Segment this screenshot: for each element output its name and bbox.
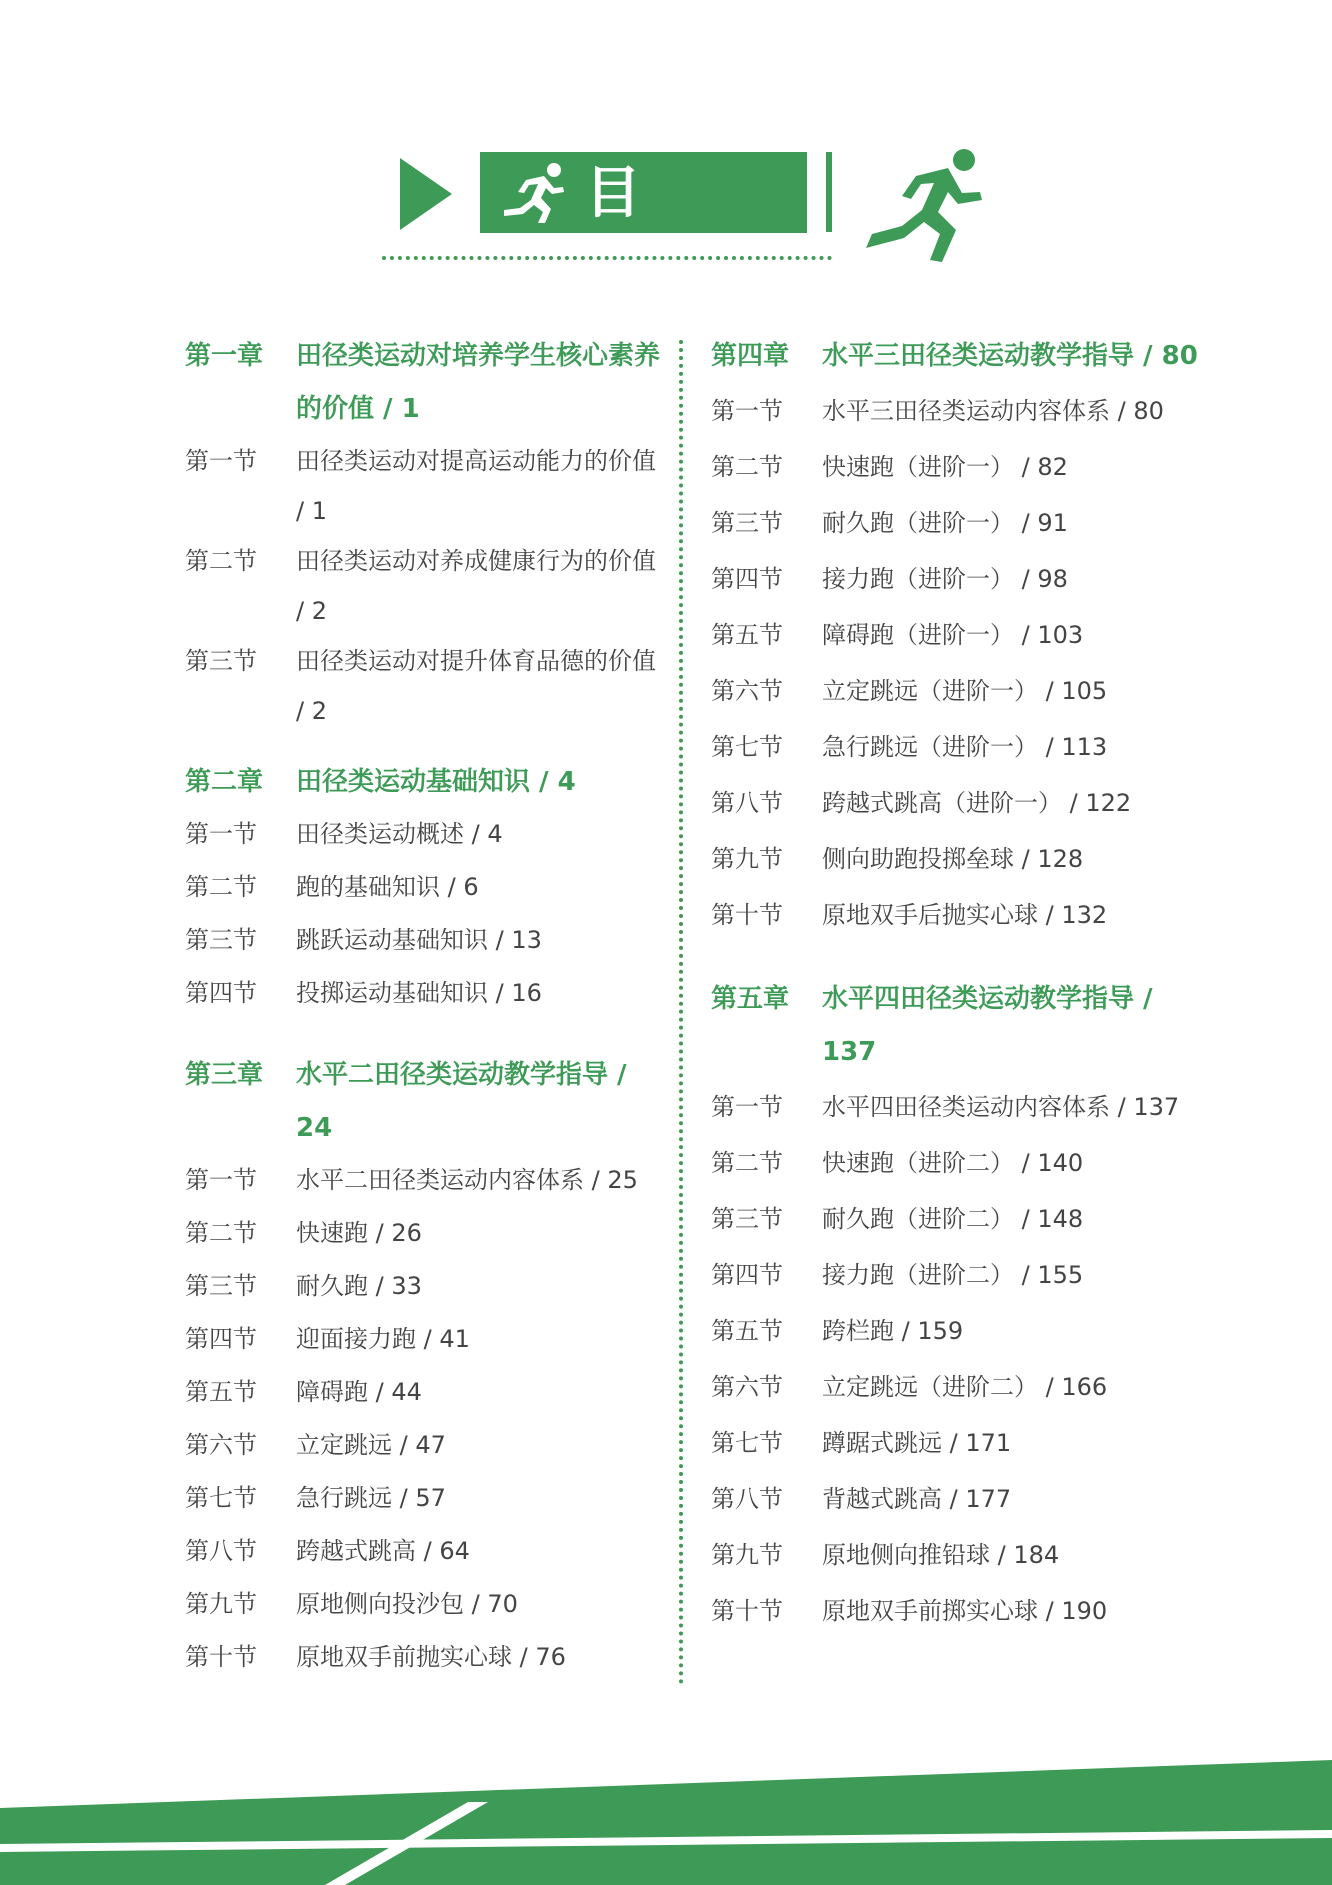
section-label: 第三节 (711, 509, 783, 537)
section-label: 第五节 (711, 1317, 783, 1345)
toc-entry[interactable] (185, 1314, 665, 1364)
section-label: 第一节 (185, 1166, 257, 1194)
section-title: 接力跑（进阶一） / 98 (822, 565, 1068, 593)
section-title: 耐久跑（进阶一） / 91 (822, 509, 1068, 537)
section-title: 水平二田径类运动内容体系 / 25 (296, 1166, 638, 1194)
section-title: 急行跳远（进阶一） / 113 (822, 733, 1108, 761)
section-label: 第四节 (185, 979, 257, 1007)
toc-entry[interactable] (185, 968, 665, 1018)
toc-entry[interactable] (185, 636, 665, 736)
section-title: 田径类运动概述 / 4 (296, 820, 503, 848)
section-title: 耐久跑（进阶二） / 148 (822, 1205, 1084, 1233)
section-title: 田径类运动对提升体育品德的价值 / 2 (296, 647, 656, 725)
toc-entry[interactable] (711, 1247, 1211, 1303)
toc-entry[interactable] (185, 536, 665, 636)
toc-entry[interactable] (185, 1208, 665, 1258)
chapter-title: 水平二田径类运动教学指导 / 24 (296, 1060, 627, 1143)
play-icon (400, 158, 452, 230)
section-label: 第三节 (185, 926, 257, 954)
toc-entry[interactable] (711, 1359, 1211, 1415)
toc-entry[interactable] (185, 1632, 665, 1682)
section-title: 耐久跑 / 33 (296, 1272, 422, 1300)
section-title: 立定跳远 / 47 (296, 1431, 446, 1459)
toc-entry[interactable] (185, 1420, 665, 1470)
section-title: 原地双手后抛实心球 / 132 (822, 901, 1108, 929)
section-label: 第八节 (711, 789, 783, 817)
section-label: 第四节 (185, 1325, 257, 1353)
toc-entry[interactable] (711, 887, 1211, 943)
section-title: 投掷运动基础知识 / 16 (296, 979, 542, 1007)
section-title: 背越式跳高 / 177 (822, 1485, 1012, 1513)
section-label: 第一节 (185, 447, 257, 475)
section-title: 跳跃运动基础知识 / 13 (296, 926, 542, 954)
spacer (185, 736, 665, 756)
section-label: 第一节 (711, 1093, 783, 1121)
toc-entry[interactable] (711, 775, 1211, 831)
toc-entry[interactable] (711, 1527, 1211, 1583)
toc-entry[interactable] (711, 495, 1211, 551)
chapter-heading[interactable] (185, 330, 665, 436)
toc-entry[interactable] (711, 1303, 1211, 1359)
toc-entry[interactable] (185, 1473, 665, 1523)
toc-entry[interactable] (711, 551, 1211, 607)
chapter-label: 第一章 (185, 341, 264, 371)
section-title: 跑的基础知识 / 6 (296, 873, 479, 901)
section-label: 第七节 (711, 733, 783, 761)
title-banner (480, 152, 807, 296)
toc-entry[interactable] (185, 862, 665, 912)
runner-icon (858, 148, 986, 270)
section-label: 第三节 (185, 647, 257, 675)
toc-entry[interactable] (185, 1155, 665, 1205)
section-label: 第二节 (711, 1149, 783, 1177)
section-title: 水平四田径类运动内容体系 / 137 (822, 1093, 1180, 1121)
section-label: 第五节 (185, 1378, 257, 1406)
section-title: 跨越式跳高 / 64 (296, 1537, 470, 1565)
chapter-title: 水平四田径类运动教学指导 / 137 (822, 984, 1153, 1067)
toc-entry[interactable] (711, 607, 1211, 663)
toc-right-column (711, 330, 1211, 1639)
section-label: 第三节 (185, 1272, 257, 1300)
section-title: 水平三田径类运动内容体系 / 80 (822, 397, 1164, 425)
toc-entry[interactable] (711, 1079, 1211, 1135)
chapter-heading[interactable] (711, 330, 1211, 383)
page-title: 目 录 (585, 160, 685, 296)
section-title: 原地侧向投沙包 / 70 (296, 1590, 518, 1618)
section-label: 第八节 (711, 1485, 783, 1513)
toc-entry[interactable] (711, 1471, 1211, 1527)
chapter-title: 田径类运动对培养学生核心素养的价值 / 1 (296, 341, 661, 424)
section-title: 侧向助跑投掷垒球 / 128 (822, 845, 1084, 873)
spacer (711, 943, 1211, 973)
chapter-label: 第二章 (185, 767, 264, 797)
section-label: 第四节 (711, 1261, 783, 1289)
section-title: 障碍跑 / 44 (296, 1378, 422, 1406)
toc-entry[interactable] (711, 439, 1211, 495)
section-title: 田径类运动对养成健康行为的价值 / 2 (296, 547, 656, 625)
toc-entry[interactable] (185, 436, 665, 536)
section-label: 第八节 (185, 1537, 257, 1565)
section-label: 第六节 (711, 677, 783, 705)
toc-entry[interactable] (711, 1191, 1211, 1247)
chapter-heading[interactable] (185, 1049, 665, 1155)
toc-entry[interactable] (711, 831, 1211, 887)
toc-entry[interactable] (185, 1261, 665, 1311)
section-label: 第一节 (185, 820, 257, 848)
toc-entry[interactable] (185, 1367, 665, 1417)
section-label: 第二节 (711, 453, 783, 481)
section-title: 急行跳远 / 57 (296, 1484, 446, 1512)
runner-icon (498, 162, 568, 224)
chapter-heading[interactable] (711, 973, 1211, 1079)
section-title: 原地双手前抛实心球 / 76 (296, 1643, 566, 1671)
section-title: 跨栏跑 / 159 (822, 1317, 964, 1345)
section-title: 迎面接力跑 / 41 (296, 1325, 470, 1353)
chapter-label: 第三章 (185, 1060, 264, 1090)
section-label: 第九节 (185, 1590, 257, 1618)
title-underline (382, 256, 832, 260)
chapter-label: 第五章 (711, 984, 790, 1014)
section-label: 第二节 (185, 873, 257, 901)
title-divider (826, 152, 832, 232)
section-title: 跨越式跳高（进阶一） / 122 (822, 789, 1132, 817)
section-title: 原地侧向推铅球 / 184 (822, 1541, 1060, 1569)
section-label: 第九节 (711, 1541, 783, 1569)
section-label: 第三节 (711, 1205, 783, 1233)
chapter-heading[interactable] (185, 756, 665, 809)
section-label: 第五节 (711, 621, 783, 649)
section-title: 快速跑（进阶一） / 82 (822, 453, 1068, 481)
section-label: 第六节 (185, 1431, 257, 1459)
toc-entry[interactable] (711, 1415, 1211, 1471)
toc-entry[interactable] (711, 1135, 1211, 1191)
section-title: 快速跑（进阶二） / 140 (822, 1149, 1084, 1177)
toc-header (0, 0, 1332, 296)
toc-entry[interactable] (185, 915, 665, 965)
section-label: 第六节 (711, 1373, 783, 1401)
section-label: 第十节 (185, 1643, 257, 1671)
section-title: 蹲踞式跳远 / 171 (822, 1429, 1012, 1457)
section-label: 第一节 (711, 397, 783, 425)
toc-entry[interactable] (711, 719, 1211, 775)
toc-entry[interactable] (185, 1526, 665, 1576)
section-label: 第九节 (711, 845, 783, 873)
section-label: 第七节 (185, 1484, 257, 1512)
section-title: 障碍跑（进阶一） / 103 (822, 621, 1084, 649)
chapter-title: 田径类运动基础知识 / 4 (296, 767, 576, 797)
section-title: 田径类运动对提高运动能力的价值 / 1 (296, 447, 656, 525)
column-divider (679, 340, 683, 1685)
section-label: 第十节 (711, 901, 783, 929)
section-title: 接力跑（进阶二） / 155 (822, 1261, 1084, 1289)
section-title: 快速跑 / 26 (296, 1219, 422, 1247)
chapter-title: 水平三田径类运动教学指导 / 80 (822, 341, 1198, 371)
toc-entry[interactable] (185, 1579, 665, 1629)
chapter-label: 第四章 (711, 341, 790, 371)
toc-entry[interactable] (711, 383, 1211, 439)
toc-entry[interactable] (185, 809, 665, 859)
section-label: 第四节 (711, 565, 783, 593)
toc-entry[interactable] (711, 1583, 1211, 1639)
toc-left-column (185, 330, 665, 1685)
toc-entry[interactable] (711, 663, 1211, 719)
section-title: 立定跳远（进阶一） / 105 (822, 677, 1108, 705)
section-label: 第二节 (185, 1219, 257, 1247)
section-title: 原地双手前掷实心球 / 190 (822, 1597, 1108, 1625)
section-label: 第二节 (185, 547, 257, 575)
section-label: 第十节 (711, 1597, 783, 1625)
section-label: 第七节 (711, 1429, 783, 1457)
track-lane-decoration (0, 1760, 1332, 1885)
spacer (185, 1021, 665, 1049)
section-title: 立定跳远（进阶二） / 166 (822, 1373, 1108, 1401)
